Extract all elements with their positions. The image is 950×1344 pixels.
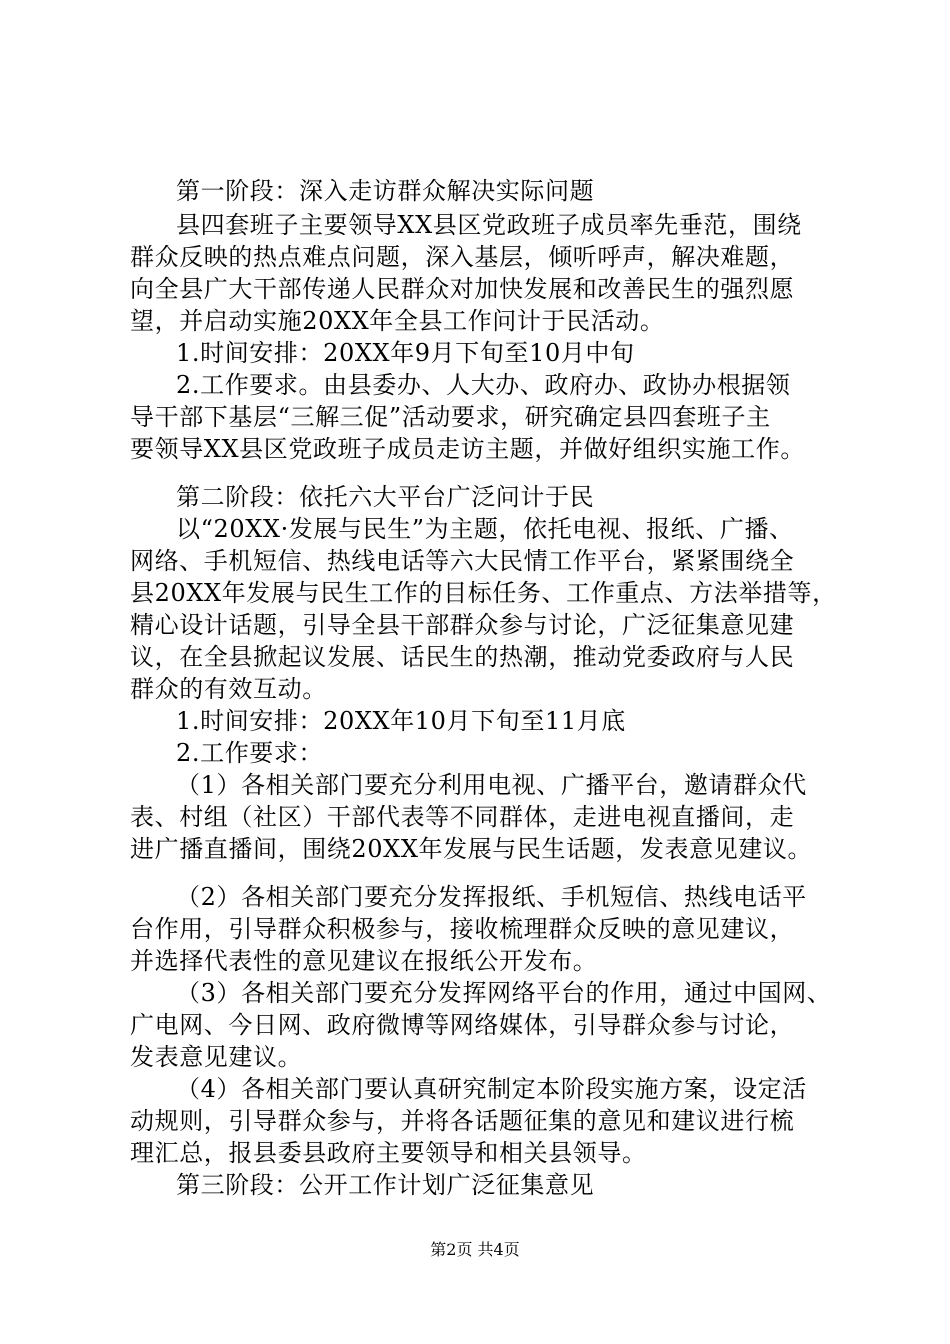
- paragraph-line: 2.工作要求。由县委办、人大办、政府办、政协办根据领: [176, 371, 791, 399]
- list-item-line: 台作用，引导群众积极参与，接收梳理群众反映的意见建议，: [130, 915, 795, 943]
- paragraph-line: 县20XX年发展与民生工作的目标任务、工作重点、方法举措等，: [130, 579, 837, 607]
- time-arrangement-2: 1.时间安排：20XX年10月下旬至11月底: [176, 707, 626, 735]
- section-heading-2: 第二阶段：依托六大平台广泛问计于民: [176, 483, 595, 511]
- page-number-footer: 第2页 共4页: [430, 1240, 520, 1259]
- paragraph-line: 群众反映的热点难点问题，深入基层，倾听呼声，解决难题，: [130, 243, 795, 271]
- paragraph-line: 县四套班子主要领导XX县区党政班子成员率先垂范，围绕: [176, 211, 802, 239]
- list-item-line: （2）各相关部门要充分发挥报纸、手机短信、热线电话平: [176, 883, 807, 911]
- list-item-line: 广电网、今日网、政府微博等网络媒体，引导群众参与讨论，: [130, 1011, 795, 1039]
- paragraph-line: 导干部下基层“三解三促”活动要求，研究确定县四套班子主: [130, 403, 771, 431]
- paragraph-line: 以“20XX·发展与民生”为主题，依托电视、报纸、广播、: [176, 515, 794, 543]
- section-heading-3: 第三阶段：公开工作计划广泛征集意见: [176, 1171, 595, 1199]
- paragraph-line: 精心设计话题，引导全县干部群众参与讨论，广泛征集意见建: [130, 611, 795, 639]
- section-heading-1: 第一阶段：深入走访群众解决实际问题: [176, 177, 595, 205]
- list-item-line: 并选择代表性的意见建议在报纸公开发布。: [130, 947, 598, 975]
- list-item-line: 进广播直播间，围绕20XX年发展与民生话题，发表意见建议。: [130, 835, 813, 863]
- list-item-line: 理汇总，报县委县政府主要领导和相关县领导。: [130, 1139, 647, 1167]
- paragraph-line: 网络、手机短信、热线电话等六大民情工作平台，紧紧围绕全: [130, 547, 795, 575]
- list-item-line: 表、村组（社区）干部代表等不同群体，走进电视直播间，走: [130, 803, 795, 831]
- paragraph-line: 要领导XX县区党政班子成员走访主题，并做好组织实施工作。: [130, 435, 805, 463]
- list-item-line: （3）各相关部门要充分发挥网络平台的作用，通过中国网、: [176, 979, 832, 1007]
- list-item-line: 发表意见建议。: [130, 1043, 303, 1071]
- work-requirements-label: 2.工作要求：: [176, 739, 324, 767]
- paragraph-line: 望，并启动实施20XX年全县工作问计于民活动。: [130, 307, 665, 335]
- list-item-line: （1）各相关部门要充分利用电视、广播平台，邀请群众代: [176, 771, 807, 799]
- time-arrangement-1: 1.时间安排：20XX年9月下旬至10月中旬: [176, 339, 635, 367]
- list-item-line: 动规则，引导群众参与，并将各话题征集的意见和建议进行梳: [130, 1107, 795, 1135]
- list-item-line: （4）各相关部门要认真研究制定本阶段实施方案，设定活: [176, 1075, 807, 1103]
- paragraph-line: 向全县广大干部传递人民群众对加快发展和改善民生的强烈愿: [130, 275, 795, 303]
- paragraph-line: 议，在全县掀起议发展、话民生的热潮，推动党委政府与人民: [130, 643, 795, 671]
- paragraph-line: 群众的有效互动。: [130, 675, 327, 703]
